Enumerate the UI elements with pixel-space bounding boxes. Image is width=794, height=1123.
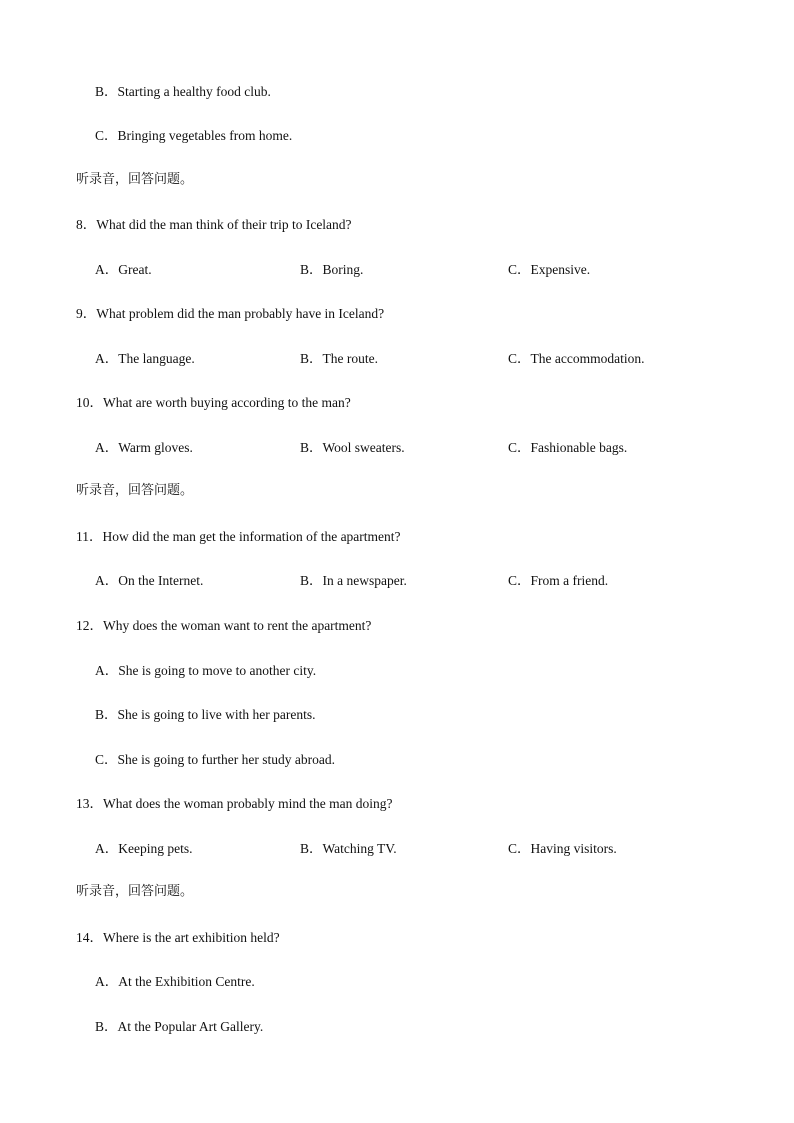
option-9a: A．The language. [95,351,195,366]
question-11: 11．How did the man get the information of the apartment? [76,529,401,544]
option-9c: C．The accommodation. [508,351,645,366]
section-instruction: 听录音，回答问题。 [76,172,194,187]
option-8b: B．Boring. [300,262,364,277]
option-12b: B．She is going to live with her parents. [95,707,316,722]
option-13b: B．Watching TV. [300,841,397,856]
option-13c: C．Having visitors. [508,841,617,856]
option-11b: B．In a newspaper. [300,573,407,588]
option-9b: B．The route. [300,351,378,366]
option-10a: A．Warm gloves. [95,440,193,455]
question-9: 9．What problem did the man probably have in Iceland? [76,306,385,321]
option-12c: C．She is going to further her study abroad. [95,752,335,767]
option-11a: A．On the Internet. [95,573,204,588]
question-14: 14．Where is the art exhibition held? [76,930,280,945]
option-13a: A．Keeping pets. [95,841,193,856]
option-14a: A．At the Exhibition Centre. [95,974,255,989]
option-7b: B．Starting a healthy food club. [95,84,271,99]
option-12a: A．She is going to move to another city. [95,663,317,678]
option-8a: A．Great. [95,262,152,277]
option-14b: B．At the Popular Art Gallery. [95,1019,264,1034]
option-8c: C．Expensive. [508,262,591,277]
option-10c: C．Fashionable bags. [508,440,628,455]
section-instruction: 听录音，回答问题。 [76,884,194,899]
question-8: 8．What did the man think of their trip to Iceland? [76,217,352,232]
option-7c: C．Bringing vegetables from home. [95,128,293,143]
question-13: 13．What does the woman probably mind the man doing? [76,796,393,811]
section-instruction: 听录音，回答问题。 [76,483,194,498]
option-10b: B．Wool sweaters. [300,440,405,455]
question-12: 12．Why does the woman want to rent the apartment? [76,618,372,633]
option-11c: C．From a friend. [508,573,609,588]
question-10: 10．What are worth buying according to the man? [76,395,351,410]
